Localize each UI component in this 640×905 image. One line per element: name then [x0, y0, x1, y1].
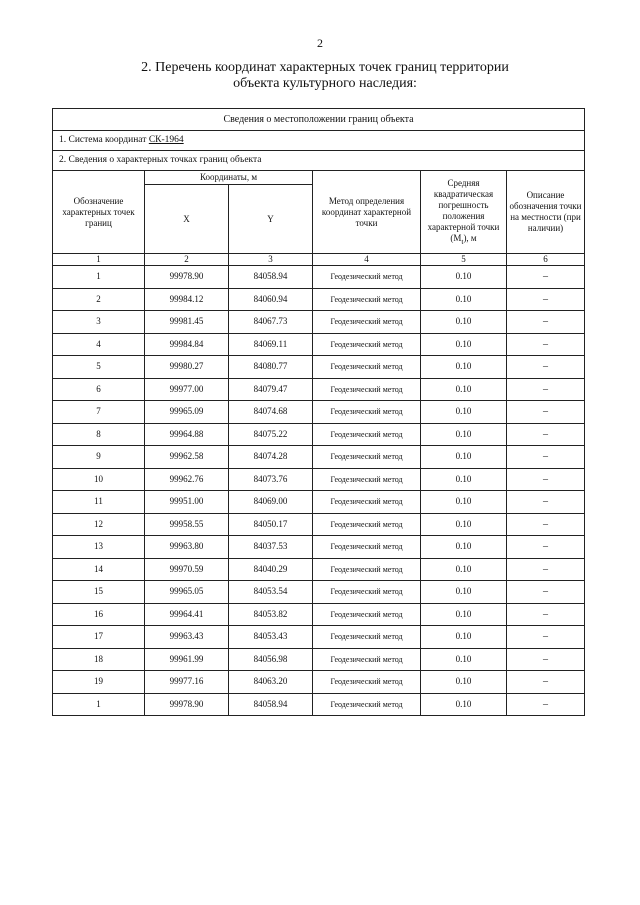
cell-point: 18 [53, 648, 145, 671]
cell-x: 99964.88 [145, 423, 229, 446]
cell-point: 13 [53, 536, 145, 559]
coord-system-value: СК-1964 [148, 135, 184, 145]
cell-error: 0.10 [421, 378, 507, 401]
title-line-1: 2. Перечень координат характерных точек границ территории [141, 60, 509, 75]
cell-description: – [507, 693, 585, 716]
cell-method: Геодезический метод [313, 423, 421, 446]
cell-error: 0.10 [421, 401, 507, 424]
document-title [110, 60, 540, 92]
cell-point: 6 [53, 378, 145, 401]
cell-point: 1 [53, 693, 145, 716]
cell-x: 99964.41 [145, 603, 229, 626]
cell-x: 99980.27 [145, 356, 229, 379]
cell-y: 84037.53 [229, 536, 313, 559]
cell-error: 0.10 [421, 536, 507, 559]
points-info-row: 2. Сведения о характерных точках границ объекта [53, 151, 585, 171]
table-row [53, 288, 585, 311]
cell-y: 84060.94 [229, 288, 313, 311]
cell-x: 99981.45 [145, 311, 229, 334]
cell-method: Геодезический метод [313, 671, 421, 694]
cell-y: 84053.82 [229, 603, 313, 626]
table-row [53, 603, 585, 626]
cell-x: 99970.59 [145, 558, 229, 581]
cell-description: – [507, 491, 585, 514]
cell-method: Геодезический метод [313, 536, 421, 559]
column-number: 4 [313, 254, 421, 266]
cell-point: 4 [53, 333, 145, 356]
cell-point: 2 [53, 288, 145, 311]
cell-error: 0.10 [421, 423, 507, 446]
header-error: Средняя квадратическая погрешность положения характерной точки $(M_t)$, м [421, 171, 507, 254]
cell-description: – [507, 423, 585, 446]
cell-method: Геодезический метод [313, 626, 421, 649]
cell-error: 0.10 [421, 468, 507, 491]
cell-error: 0.10 [421, 266, 507, 289]
cell-y: 84075.22 [229, 423, 313, 446]
table-row [53, 446, 585, 469]
cell-point: 8 [53, 423, 145, 446]
cell-method: Геодезический метод [313, 558, 421, 581]
cell-y: 84040.29 [229, 558, 313, 581]
cell-x: 99963.43 [145, 626, 229, 649]
cell-y: 84073.76 [229, 468, 313, 491]
cell-error: 0.10 [421, 513, 507, 536]
header-method: Метод определения координат характерной точки [313, 171, 421, 254]
cell-point: 16 [53, 603, 145, 626]
cell-y: 84074.28 [229, 446, 313, 469]
cell-y: 84080.77 [229, 356, 313, 379]
cell-description: – [507, 513, 585, 536]
cell-y: 84079.47 [229, 378, 313, 401]
cell-x: 99965.05 [145, 581, 229, 604]
cell-error: 0.10 [421, 356, 507, 379]
cell-error: 0.10 [421, 648, 507, 671]
cell-point: 17 [53, 626, 145, 649]
header-y: Y [229, 185, 313, 254]
cell-x: 99961.99 [145, 648, 229, 671]
cell-error: 0.10 [421, 693, 507, 716]
title-line-2: объекта культурного наследия: [233, 76, 417, 91]
table-row [53, 626, 585, 649]
cell-point: 5 [53, 356, 145, 379]
column-number: 1 [53, 254, 145, 266]
column-number: 3 [229, 254, 313, 266]
cell-description: – [507, 648, 585, 671]
cell-x: 99962.58 [145, 446, 229, 469]
cell-y: 84069.00 [229, 491, 313, 514]
cell-x: 99978.90 [145, 693, 229, 716]
cell-y: 84063.20 [229, 671, 313, 694]
header-coordinates: Координаты, м [145, 171, 313, 185]
page-number: 2 [317, 36, 323, 50]
cell-description: – [507, 378, 585, 401]
cell-point: 19 [53, 671, 145, 694]
cell-y: 84067.73 [229, 311, 313, 334]
cell-method: Геодезический метод [313, 288, 421, 311]
cell-x: 99965.09 [145, 401, 229, 424]
cell-point: 7 [53, 401, 145, 424]
cell-point: 9 [53, 446, 145, 469]
cell-method: Геодезический метод [313, 468, 421, 491]
header-x: X [145, 185, 229, 254]
cell-error: 0.10 [421, 446, 507, 469]
cell-description: – [507, 288, 585, 311]
cell-x: 99958.55 [145, 513, 229, 536]
cell-method: Геодезический метод [313, 648, 421, 671]
column-number: 2 [145, 254, 229, 266]
cell-error: 0.10 [421, 491, 507, 514]
cell-method: Геодезический метод [313, 266, 421, 289]
cell-method: Геодезический метод [313, 356, 421, 379]
table-row [53, 423, 585, 446]
table-row [53, 536, 585, 559]
cell-description: – [507, 446, 585, 469]
cell-y: 84050.17 [229, 513, 313, 536]
cell-y: 84074.68 [229, 401, 313, 424]
column-number: 5 [421, 254, 507, 266]
cell-y: 84058.94 [229, 266, 313, 289]
cell-y: 84056.98 [229, 648, 313, 671]
table-row [53, 333, 585, 356]
cell-method: Геодезический метод [313, 693, 421, 716]
cell-method: Геодезический метод [313, 603, 421, 626]
cell-description: – [507, 536, 585, 559]
cell-description: – [507, 468, 585, 491]
cell-point: 11 [53, 491, 145, 514]
cell-error: 0.10 [421, 311, 507, 334]
cell-error: 0.10 [421, 288, 507, 311]
cell-method: Геодезический метод [313, 513, 421, 536]
header-description: Описание обозначения точки на местности (при наличии) [507, 171, 585, 254]
cell-point: 3 [53, 311, 145, 334]
cell-error: 0.10 [421, 581, 507, 604]
coordinates-table [52, 108, 585, 716]
cell-description: – [507, 603, 585, 626]
table-row [53, 378, 585, 401]
coord-system-row [53, 131, 585, 151]
cell-description: – [507, 266, 585, 289]
cell-x: 99951.00 [145, 491, 229, 514]
cell-error: 0.10 [421, 626, 507, 649]
table-row [53, 581, 585, 604]
table-row [53, 513, 585, 536]
cell-description: – [507, 311, 585, 334]
cell-description: – [507, 671, 585, 694]
cell-description: – [507, 558, 585, 581]
table-row [53, 491, 585, 514]
cell-method: Геодезический метод [313, 446, 421, 469]
cell-method: Геодезический метод [313, 581, 421, 604]
cell-x: 99977.16 [145, 671, 229, 694]
cell-point: 1 [53, 266, 145, 289]
cell-y: 84058.94 [229, 693, 313, 716]
cell-x: 99978.90 [145, 266, 229, 289]
cell-error: 0.10 [421, 333, 507, 356]
coord-system-label: 1. Система координат [59, 135, 149, 145]
section-title: Сведения о местоположении границ объекта [53, 109, 585, 131]
cell-y: 84053.43 [229, 626, 313, 649]
table-row [53, 311, 585, 334]
table-row [53, 401, 585, 424]
cell-x: 99977.00 [145, 378, 229, 401]
column-numbers-row [53, 254, 585, 266]
cell-point: 10 [53, 468, 145, 491]
cell-x: 99984.12 [145, 288, 229, 311]
cell-description: – [507, 581, 585, 604]
cell-point: 15 [53, 581, 145, 604]
table-row [53, 266, 585, 289]
cell-y: 84069.11 [229, 333, 313, 356]
cell-method: Геодезический метод [313, 311, 421, 334]
table-row [53, 648, 585, 671]
cell-description: – [507, 626, 585, 649]
cell-point: 14 [53, 558, 145, 581]
cell-method: Геодезический метод [313, 378, 421, 401]
table-row [53, 671, 585, 694]
table-row [53, 558, 585, 581]
column-number: 6 [507, 254, 585, 266]
cell-method: Геодезический метод [313, 401, 421, 424]
cell-x: 99962.76 [145, 468, 229, 491]
table-row [53, 356, 585, 379]
cell-method: Геодезический метод [313, 333, 421, 356]
cell-description: – [507, 401, 585, 424]
cell-point: 12 [53, 513, 145, 536]
cell-y: 84053.54 [229, 581, 313, 604]
cell-error: 0.10 [421, 603, 507, 626]
cell-x: 99984.84 [145, 333, 229, 356]
cell-error: 0.10 [421, 671, 507, 694]
cell-x: 99963.80 [145, 536, 229, 559]
cell-description: – [507, 333, 585, 356]
cell-error: 0.10 [421, 558, 507, 581]
header-point: Обозначение характерных точек границ [53, 171, 145, 254]
table-row [53, 693, 585, 716]
table-row [53, 468, 585, 491]
cell-description: – [507, 356, 585, 379]
cell-method: Геодезический метод [313, 491, 421, 514]
